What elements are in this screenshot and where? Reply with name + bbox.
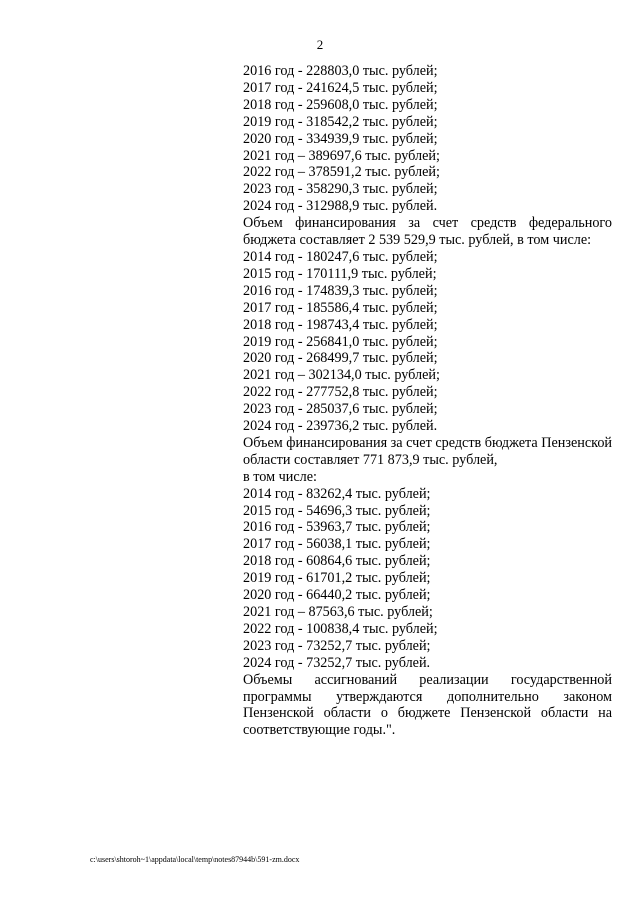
- list-item: 2018 год - 60864,6 тыс. рублей;: [243, 553, 431, 570]
- list-item: 2019 год - 256841,0 тыс. рублей;: [243, 333, 438, 350]
- list-item: 2021 год – 87563,6 тыс. рублей;: [243, 604, 433, 620]
- list-item: 2019 год - 61701,2 тыс. рублей;: [243, 570, 431, 587]
- list-item: 2018 год - 259608,0 тыс. рублей;: [243, 96, 438, 113]
- list-item: 2015 год - 170111,9 тыс. рублей;: [243, 265, 437, 282]
- list-item: 2015 год - 54696,3 тыс. рублей;: [243, 502, 431, 519]
- document-body: [243, 63, 612, 739]
- list-item: 2024 год - 239736,2 тыс. рублей.: [243, 418, 438, 435]
- list-item: 2017 год - 241624,5 тыс. рублей;: [243, 79, 438, 96]
- list-item: 2017 год - 185586,4 тыс. рублей;: [243, 299, 438, 316]
- list-item: 2016 год - 174839,3 тыс. рублей;: [243, 282, 438, 299]
- list-item: 2023 год - 73252,7 тыс. рублей;: [243, 637, 431, 654]
- list-item: 2022 год – 378591,2 тыс. рублей;: [243, 164, 440, 181]
- federal-budget-paragraph: Объем финансирования за счет средств федерального бюджета составляет 2 539 529,9 тыс. рублей, в том числе:: [243, 215, 612, 249]
- footer-file-path: c:\users\shtoroh~1\appdata\local\temp\notes87944b\591-zm.docx: [90, 855, 300, 864]
- list-item: 2020 год - 268499,7 тыс. рублей;: [243, 350, 438, 367]
- page-number: 2: [316, 37, 324, 52]
- list-item: 2016 год - 53963,7 тыс. рублей;: [243, 519, 431, 536]
- list-item: 2023 год - 285037,6 тыс. рублей;: [243, 401, 438, 418]
- list-item: 2020 год - 334939,9 тыс. рублей;: [243, 130, 438, 147]
- regional-budget-paragraph: Объем финансирования за счет средств бюджета Пензенской области составляет 771 873,9 тыс. рублей,: [243, 434, 613, 468]
- list-item: 2024 год - 73252,7 тыс. рублей.: [243, 654, 431, 671]
- list-item: 2017 год - 56038,1 тыс. рублей;: [243, 536, 431, 553]
- list-item: 2014 год - 180247,6 тыс. рублей;: [243, 248, 438, 265]
- list-item: 2019 год - 318542,2 тыс. рублей;: [243, 113, 438, 130]
- closing-paragraph: Объемы ассигнований реализации государственной программы утверждаются дополнительно законом Пензенской области о бюджете Пензенской области на соответствующие годы.".: [243, 671, 612, 739]
- list-item: 2022 год - 277752,8 тыс. рублей;: [243, 384, 438, 401]
- list-item: 2016 год - 228803,0 тыс. рублей;: [243, 63, 438, 79]
- funding-list-total: [243, 63, 612, 215]
- list-item: 2024 год - 312988,9 тыс. рублей.: [243, 198, 438, 215]
- list-item: 2014 год - 83262,4 тыс. рублей;: [243, 485, 431, 502]
- funding-list-regional: [243, 486, 612, 672]
- funding-list-federal: [243, 249, 612, 435]
- list-item: 2020 год - 66440,2 тыс. рублей;: [243, 587, 431, 604]
- list-item: 2018 год - 198743,4 тыс. рублей;: [243, 316, 438, 333]
- list-item: 2022 год - 100838,4 тыс. рублей;: [243, 620, 438, 637]
- list-item: 2021 год – 302134,0 тыс. рублей;: [243, 367, 440, 384]
- list-item: 2023 год - 358290,3 тыс. рублей;: [243, 181, 438, 198]
- list-item: 2021 год – 389697,6 тыс. рублей;: [243, 147, 440, 164]
- regional-in-total-label: в том числе:: [243, 468, 317, 485]
